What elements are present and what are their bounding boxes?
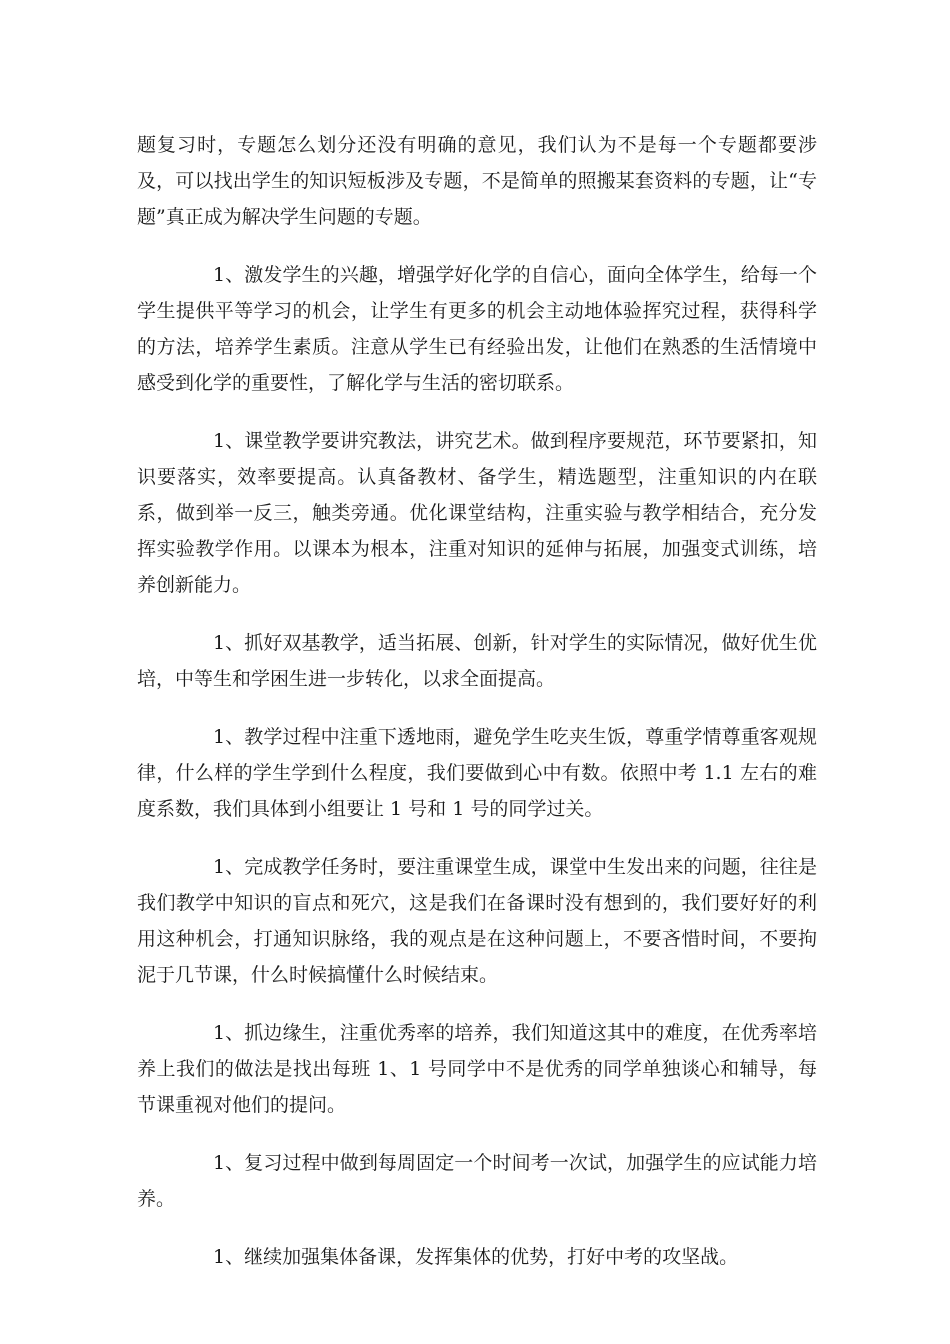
document-body bbox=[137, 127, 817, 1297]
paragraph-teaching-tasks: 1、完成教学任务时，要注重课堂生成，课堂中生发出来的问题，往往是我们教学中知识的盲点和死穴，这是我们在备课时没有想到的，我们要好好的利用这种机会，打通知识脉络，我的观点是在这种问题上，不要吝惜时间，不要拘泥于几节课，什么时候搞懂什么时候结束。 bbox=[137, 856, 817, 986]
paragraph-basics: 1、抓好双基教学，适当拓展、创新，针对学生的实际情况，做好优生优培，中等生和学困生进一步转化，以求全面提高。 bbox=[137, 632, 817, 690]
paragraph-collective-prep: 1、继续加强集体备课，发挥集体的优势，打好中考的攻坚战。 bbox=[213, 1246, 739, 1268]
paragraph-continuation: 题复习时，专题怎么划分还没有明确的意见，我们认为不是每一个专题都要涉及，可以找出学生的知识短板涉及专题，不是简单的照搬某套资料的专题，让“专题”真正成为解决学生问题的专题。 bbox=[137, 134, 817, 228]
paragraph-weekly-exam: 1、复习过程中做到每周固定一个时间考一次试，加强学生的应试能力培养。 bbox=[137, 1152, 817, 1210]
paragraph-classroom-teaching: 1、课堂教学要讲究教法，讲究艺术。做到程序要规范，环节要紧扣，知识要落实，效率要提高。认真备教材、备学生，精选题型，注重知识的内在联系，做到举一反三，触类旁通。优化课堂结构，注重实验与教学相结合，充分发挥实验教学作用。以课本为根本，注重对知识的延伸与拓展，加强变式训练，培养创新能力。 bbox=[137, 430, 817, 596]
paragraph-marginal-students: 1、抓边缘生，注重优秀率的培养，我们知道这其中的难度，在优秀率培养上我们的做法是找出每班 1、1 号同学中不是优秀的同学单独谈心和辅导，每节课重视对他们的提问。 bbox=[137, 1022, 817, 1116]
paragraph-interest: 1、激发学生的兴趣，增强学好化学的自信心，面向全体学生，给每一个学生提供平等学习的机会，让学生有更多的机会主动地体验挥究过程，获得科学的方法，培养学生素质。注意从学生已有经验出发，让他们在熟悉的生活情境中感受到化学的重要性，了解化学与生活的密切联系。 bbox=[137, 264, 817, 394]
paragraph-teaching-process: 1、教学过程中注重下透地雨，避免学生吃夹生饭，尊重学情尊重客观规律，什么样的学生学到什么程度，我们要做到心中有数。依照中考 1.1 左右的难度系数，我们具体到小组要让 1 号和 1 号的同学过关。 bbox=[137, 726, 817, 820]
